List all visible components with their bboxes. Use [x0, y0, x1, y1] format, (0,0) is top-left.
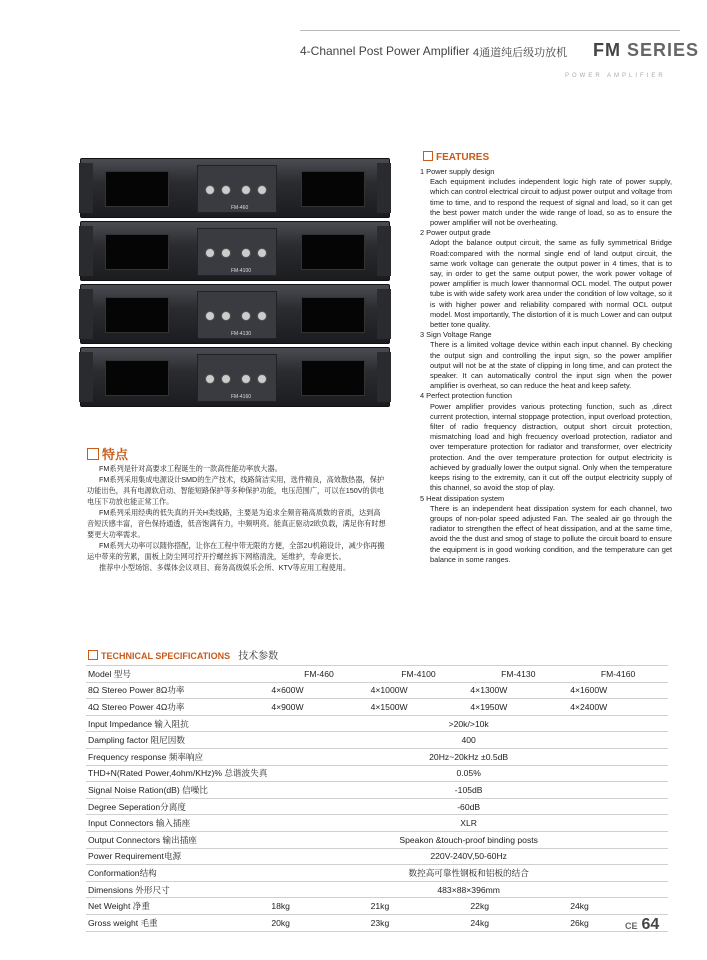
amp-model-label: FM-4160	[231, 394, 252, 400]
table-row: Net Weight 净重 18kg 21kg 22kg 24kg	[86, 898, 668, 915]
amplifier-unit	[80, 221, 390, 281]
feature-title: 5 Heat dissipation system	[420, 493, 505, 503]
cn-paragraph: FM系列采用经典的低失真的开关H类线路，主要是为追求全频音箱高质数的音质，达到高音短沃感丰富，音色保持通透，低音饱满有力，中频明亮。能真正驱动2欧负载，满足你有时想要更大功率需求。	[87, 508, 386, 539]
series-word: SERIES	[627, 40, 700, 60]
square-bullet-icon	[88, 650, 98, 660]
series-badge	[593, 40, 699, 61]
table-row: Degree Seperation分离度 -60dB	[86, 798, 668, 815]
features-list	[420, 167, 672, 565]
square-bullet-icon	[423, 151, 433, 161]
feature-body: Adopt the balance output circuit, the same as fully symmetrical Bridge Road:compared with the normal single end of land output circuit, the same work voltage can generate the output power in 4 times, that is to say, in order to get the same output power, the work power voltage of power amplifier is much lower thannormal OCL model. The output power tube is with wide safety work area under the condition of low voltage, so it is with higher power and reliability compared with normal OCL output model. Most importantly, The distortion of it is much Lower and can output better tone quality.	[430, 238, 672, 330]
feature-body: There is an independent heat dissipation system for each channel, two groups of non-polar speed adjusted Fan. The sealed air go through the radiator to strengthen the effect of heat dissipation, and at the same time, avoid the the dust and smog of stage to pollute the circuit board to ensure the equipment is in good working condition, and the temperature can get balance in some ranges.	[430, 503, 672, 564]
header-title-cn: 4通道纯后级功放机	[473, 47, 568, 59]
ce-mark: CE	[625, 921, 638, 931]
table-row: Dampling factor 阻尼因数 400	[86, 732, 668, 749]
table-row: Input Connectors 输入插座 XLR	[86, 815, 668, 832]
feature-title: 3 Sign Voltage Range	[420, 330, 492, 340]
tech-specs-heading: TECHNICAL SPECIFICATIONS 技术参数	[88, 647, 278, 662]
cn-paragraph: FM系列大功率可以随你搭配，让你在工程中带无限的方便，全部2U机箱设计，减少你再搬运中带来的劳累，面板上防尘网可拧开拧螺丝拆下网格清洗，延维护，寿命更长。	[87, 541, 385, 561]
header-rule	[300, 30, 680, 31]
series-prefix: FM	[593, 40, 621, 60]
cn-features-body	[87, 463, 387, 573]
table-row: Frequency response 频率响应 20Hz~20kHz ±0.5dB	[86, 748, 668, 765]
specs-table	[86, 665, 668, 932]
amplifier-stack-image	[80, 158, 390, 410]
amplifier-unit	[80, 284, 390, 344]
table-row: Input Impedance 输入阻抗 >20k/>10k	[86, 715, 668, 732]
feature-body: Each equipment includes independent logic high rate of power supply, which can control electrical circuit to adjust power output and voltage from time to time, and to respond the request of signal and load, so it can get the best power match under the wide range of load, so as to ensure the power amplifier will not be overheating.	[430, 177, 672, 228]
square-bullet-icon	[87, 448, 99, 460]
table-row: Gross weight 毛重 20kg 23kg 24kg 26kg	[86, 914, 668, 931]
cn-paragraph: FM系列是针对高要求工程诞生的一款高性能功率放大器。	[99, 464, 282, 473]
series-subtitle: POWER AMPLIFIER	[565, 73, 666, 79]
amplifier-unit	[80, 347, 390, 407]
feature-title: 2 Power output grade	[420, 228, 491, 238]
feature-title: 1 Power supply design	[420, 167, 495, 176]
amp-model-label: FM-4100	[231, 268, 252, 274]
feature-title: 4 Perfect protection function	[420, 391, 513, 401]
table-row: Dimensions 外形尺寸 483×88×396mm	[86, 881, 668, 898]
table-row: Signal Noise Ration(dB) 信噪比 -105dB	[86, 782, 668, 799]
amp-model-label: FM-460	[231, 205, 249, 211]
amp-model-label: FM-4130	[231, 331, 252, 337]
table-row: Conformation结构 数控高可靠性钢板和铝板的结合	[86, 865, 668, 882]
table-row: 4Ω Stereo Power 4Ω功率 4×900W 4×1500W 4×1950W 4×2400W	[86, 699, 668, 716]
table-row: 8Ω Stereo Power 8Ω功率 4×600W 4×1000W 4×1300W 4×1600W	[86, 682, 668, 699]
feature-body: Power amplifier provides various protecting function, such as ,direct current protection, internal stoppage protection, input overload protection, filter of radio frequency distraction, output short circuit protection, mismatching load and high frecuency overload protection, radiator and over temperature protection for radiator and transformer, over electricity protection. And the over temperature protection for output electricity is achieved by gradually lower the output signal. Only when the temperature keeps rising to the extremity, can it cut off the output electricity supply of this channel, so avoid the stop of play.	[430, 401, 672, 493]
cn-paragraph: FM系列采用集成电源设计SMD的生产技术，线路简洁实用，选件精良，高效散热器，保护功能出色，具有电源软启动、智能短路保护等多种保护功能，电压范围广，可以在150V的供电电压下功放也能正常工作。	[87, 475, 385, 506]
amplifier-unit	[80, 158, 390, 218]
page-number: CE 64	[625, 916, 660, 933]
table-row: THD+N(Rated Power,4ohm/KHz)% 总谐波失真 0.05%	[86, 765, 668, 782]
table-row: Power Requirement电源 220V-240V,50-60Hz	[86, 848, 668, 865]
features-heading: FEATURES	[423, 151, 489, 163]
header-title: 4-Channel Post Power Amplifier	[300, 44, 470, 58]
cn-paragraph: 推荐中小型场馆、多媒体会议项目、商务高级娱乐会所、KTV等应用工程使用。	[99, 563, 351, 572]
table-row: Output Connectors 输出插座 Speakon &touch-proof binding posts	[86, 831, 668, 848]
cn-features-heading: 特点	[87, 444, 128, 463]
feature-body: There is a limited voltage device within each input channel. By checking the output sign and controlling the input sign, so the power amplifier output will not be at the state of clipping in long time, and can protect the speaker. It can automatically control the input sign when the power amplifier is overheat, so can reduce the heat and keep safety.	[430, 340, 672, 391]
table-row: Model 型号 FM-460 FM-4100 FM-4130 FM-4160	[86, 666, 668, 683]
